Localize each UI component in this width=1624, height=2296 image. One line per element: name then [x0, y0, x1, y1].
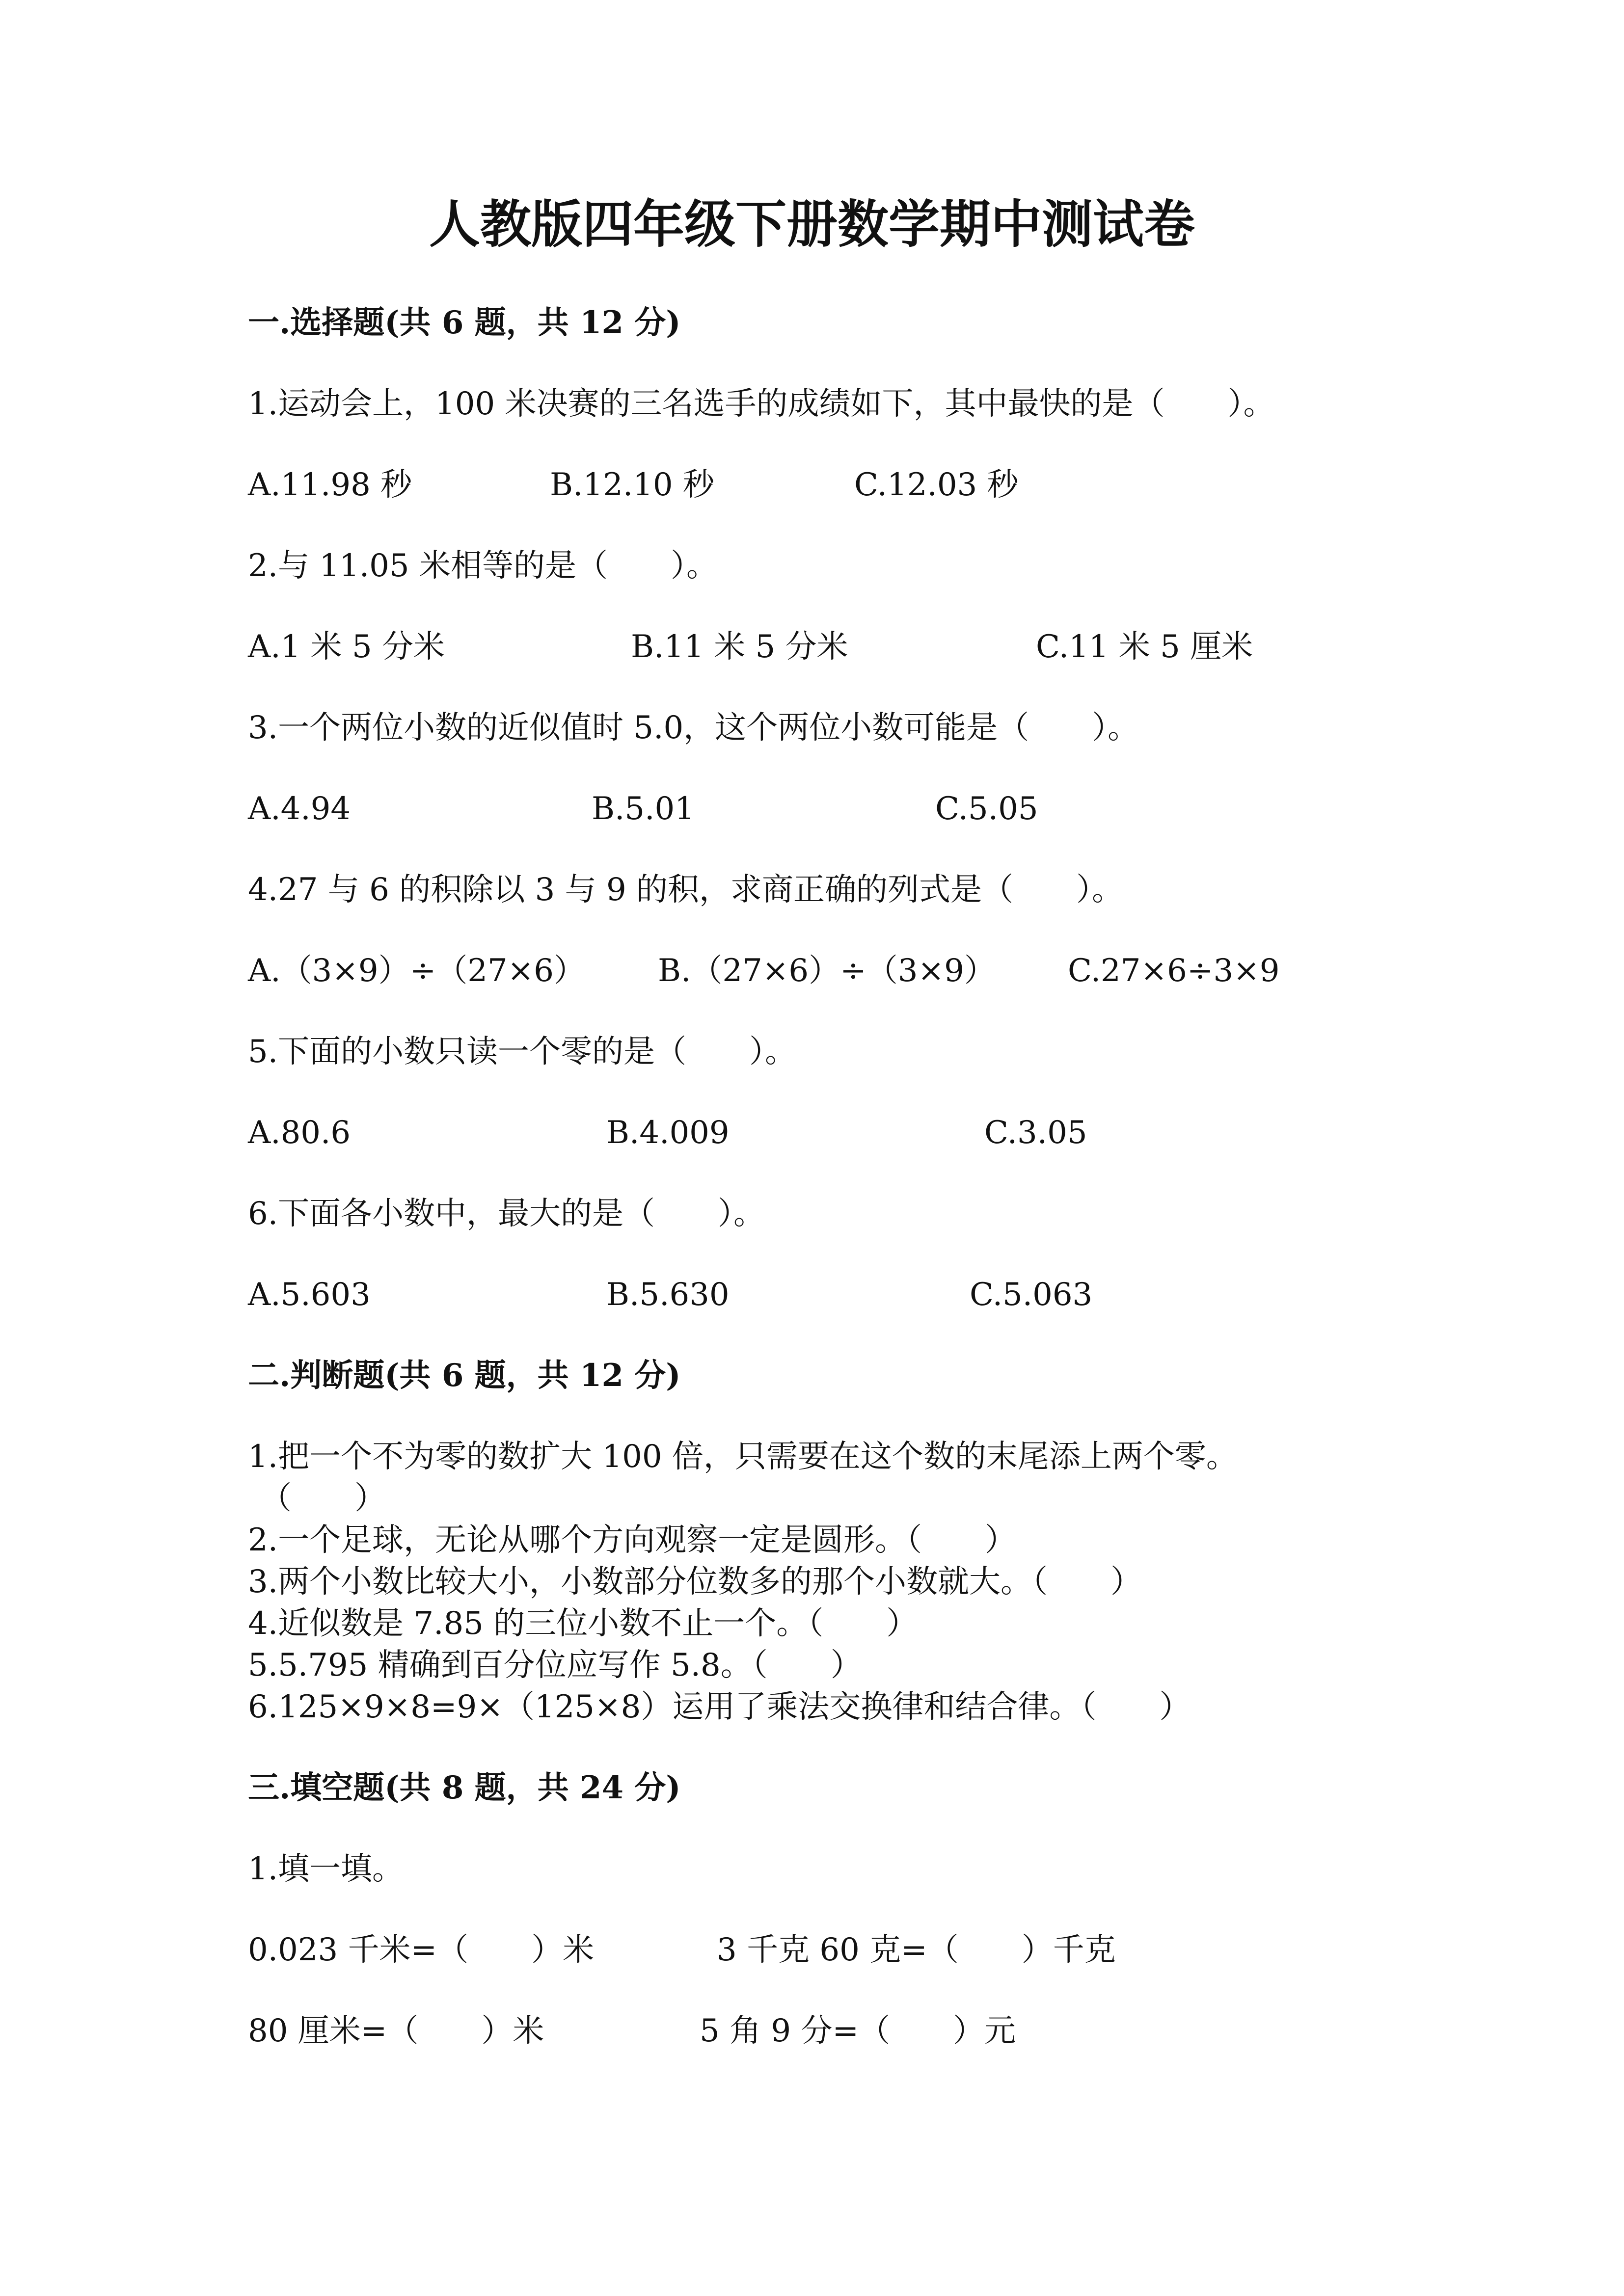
section-heading-judge: 二.判断题(共 6 题，共 12 分)	[248, 1357, 681, 1394]
option-b: B.5.01	[592, 791, 695, 827]
option-a: A.4.94	[248, 791, 351, 827]
question-stem: 6.下面各小数中，最大的是（ ）。	[248, 1196, 765, 1232]
option-c: C.11 米 5 厘米	[1036, 629, 1253, 665]
judge-item: 2.一个足球，无论从哪个方向观察一定是圆形。（ ）	[248, 1522, 1017, 1558]
question-stem: 4.27 与 6 的积除以 3 与 9 的积，求商正确的列式是（ ）。	[248, 872, 1124, 908]
fill-item: 5 角 9 分=（ ）元	[700, 2013, 1016, 2049]
option-a: A.5.603	[248, 1277, 371, 1313]
section-heading-fill: 三.填空题(共 8 题，共 24 分)	[248, 1769, 681, 1806]
option-c: C.12.03 秒	[854, 467, 1019, 503]
judge-item: 3.两个小数比较大小，小数部分位数多的那个小数就大。（ ）	[248, 1564, 1142, 1600]
option-c: C.5.063	[970, 1277, 1093, 1313]
fill-item: 80 厘米=（ ）米	[248, 2013, 544, 2049]
fill-item: 3 千克 60 克=（ ）千克	[717, 1932, 1116, 1968]
option-b: B.12.10 秒	[550, 467, 714, 503]
option-b: B.5.630	[606, 1277, 730, 1313]
option-a: A.80.6	[248, 1115, 351, 1151]
section-heading-choice: 一.选择题(共 6 题，共 12 分)	[248, 304, 681, 341]
question-stem: 2.与 11.05 米相等的是（ ）。	[248, 548, 718, 584]
option-a: A.11.98 秒	[248, 467, 412, 503]
judge-item-blank: （ ）	[260, 1480, 386, 1517]
judge-item: 5.5.795 精确到百分位应写作 5.8。（ ）	[248, 1647, 862, 1683]
question-stem: 3.一个两位小数的近似值时 5.0，这个两位小数可能是（ ）。	[248, 710, 1139, 746]
judge-item: 1.把一个不为零的数扩大 100 倍，只需要在这个数的末尾添上两个零。	[248, 1439, 1238, 1475]
option-b: B.11 米 5 分米	[631, 629, 848, 665]
question-stem: 1.填一填。	[248, 1851, 404, 1887]
option-c: C.27×6÷3×9	[1068, 953, 1280, 989]
option-a: A.1 米 5 分米	[248, 629, 445, 665]
option-b: B.4.009	[606, 1115, 730, 1151]
option-c: C.3.05	[984, 1115, 1087, 1151]
option-a: A.（3×9）÷（27×6）	[248, 953, 586, 989]
judge-item: 6.125×9×8=9×（125×8）运用了乘法交换律和结合律。（ ）	[248, 1689, 1191, 1725]
judge-item: 4.近似数是 7.85 的三位小数不止一个。（ ）	[248, 1605, 918, 1642]
page-title: 人教版四年级下册数学期中测试卷	[429, 194, 1195, 254]
question-stem: 1.运动会上，100 米决赛的三名选手的成绩如下，其中最快的是（ ）。	[248, 386, 1275, 422]
option-b: B.（27×6）÷（3×9）	[658, 953, 996, 989]
fill-item: 0.023 千米=（ ）米	[248, 1932, 595, 1968]
option-c: C.5.05	[935, 791, 1038, 827]
question-stem: 5.下面的小数只读一个零的是（ ）。	[248, 1034, 797, 1070]
